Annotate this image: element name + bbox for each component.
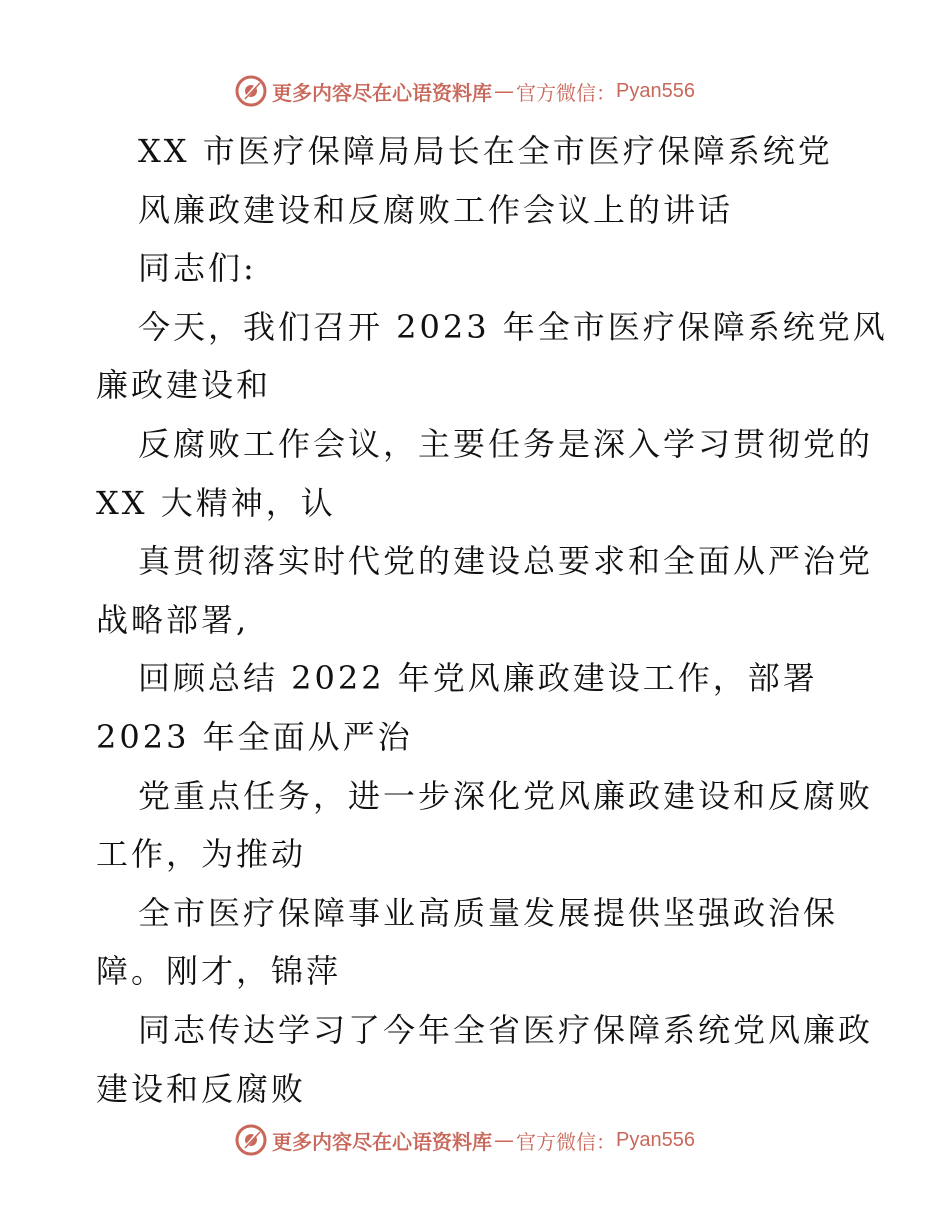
- text-line: XX 市医疗保障局局长在全市医疗保障系统党: [138, 132, 833, 170]
- brand-logo-icon: [234, 74, 268, 108]
- text-line: 同志们:: [138, 249, 257, 288]
- watermark-wechat-id: Pyan556: [616, 1128, 695, 1151]
- watermark-banner-top: [234, 73, 714, 109]
- text-line: 障。刚才，锦萍: [96, 952, 342, 991]
- text-line: 同志传达学习了今年全省医疗保障系统党风廉政: [138, 1010, 874, 1049]
- text-line: XX 大精神，认: [96, 483, 336, 522]
- watermark-wechat-label: 官方微信：: [516, 80, 616, 105]
- text-line: 风廉政建设和反腐败工作会议上的讲话: [138, 190, 734, 229]
- text-line: 回顾总结 2022 年党风廉政建设工作，部署: [138, 659, 818, 698]
- text-line: 今天，我们召开 2023 年全市医疗保障系统党风: [138, 307, 888, 346]
- text-line: 工作，为推动: [96, 835, 307, 874]
- brand-logo-icon: [234, 1123, 268, 1157]
- text-line: 建设和反腐败: [96, 1069, 307, 1108]
- watermark-wechat-id: Pyan556: [616, 79, 695, 102]
- text-line: 全市医疗保障事业高质量发展提供坚强政治保: [138, 893, 839, 932]
- text-line: 战略部署,: [96, 600, 250, 639]
- text-line: 反腐败工作会议，主要任务是深入学习贯彻党的: [138, 424, 874, 463]
- text-line: 2023 年全面从严治: [96, 717, 413, 756]
- watermark-separator: —: [494, 79, 514, 103]
- text-line: 党重点任务，进一步深化党风廉政建设和反腐败: [138, 776, 874, 815]
- text-line: 真贯彻落实时代党的建设总要求和全面从严治党: [138, 542, 874, 581]
- watermark-text: 更多内容尽在心语资料库: [272, 1129, 492, 1154]
- document-body: [96, 122, 888, 1118]
- watermark-text: 更多内容尽在心语资料库: [272, 80, 492, 105]
- text-line: 廉政建设和: [96, 366, 272, 405]
- watermark-banner-bottom: [234, 1122, 714, 1158]
- watermark-separator: —: [494, 1128, 514, 1152]
- watermark-wechat-label: 官方微信：: [516, 1129, 616, 1154]
